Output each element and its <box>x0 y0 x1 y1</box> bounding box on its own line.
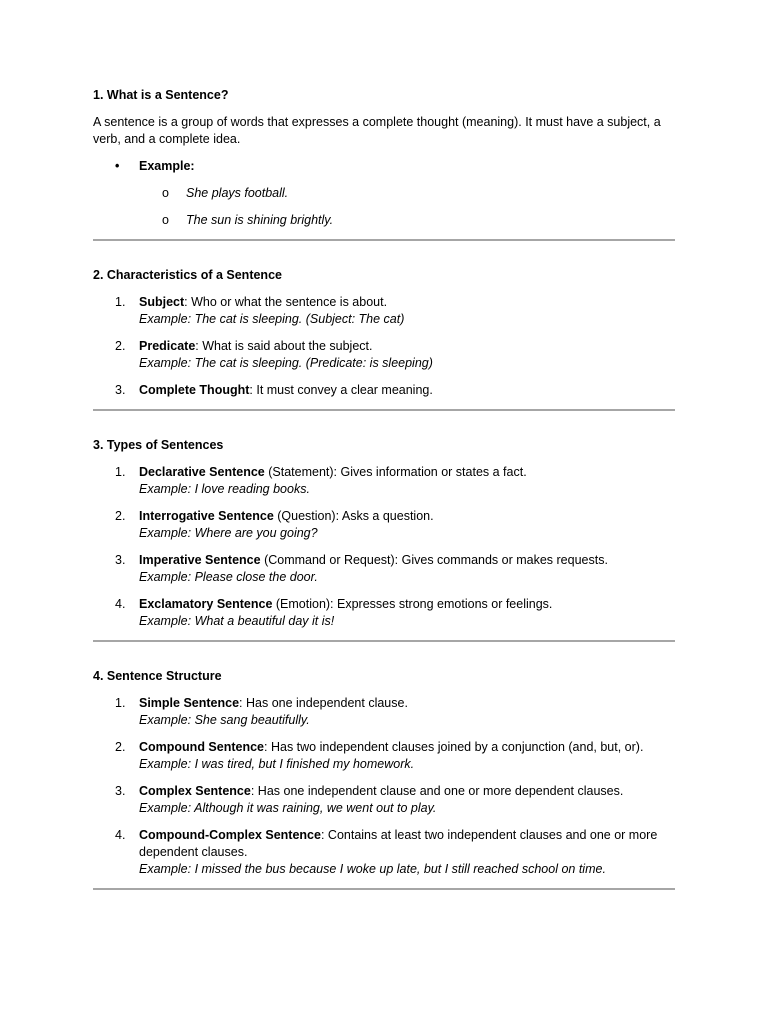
item-term: Imperative Sentence <box>139 553 261 567</box>
list-item <box>93 827 675 878</box>
item-number: 4. <box>115 828 126 842</box>
section-structure <box>93 668 675 878</box>
item-term: Predicate <box>139 339 196 353</box>
horizontal-rule <box>93 888 675 890</box>
list-item <box>93 783 675 817</box>
section-what-is-sentence <box>93 87 675 229</box>
item-example: Example: I missed the bus because I woke up late, but I still reached school on time. <box>139 862 606 876</box>
list-item <box>93 552 675 586</box>
horizontal-rule <box>93 409 675 411</box>
document-content <box>93 87 675 916</box>
bullet-item <box>93 158 675 175</box>
item-example: Example: The cat is sleeping. (Subject: The cat) <box>139 312 405 326</box>
item-term: Subject <box>139 295 185 309</box>
section-heading: 2. Characteristics of a Sentence <box>93 268 282 282</box>
item-example: Example: Where are you going? <box>139 526 318 540</box>
item-description: : It must convey a clear meaning. <box>249 383 433 397</box>
item-number: 1. <box>115 696 126 710</box>
list-item <box>93 464 675 498</box>
item-example: Example: I love reading books. <box>139 482 310 496</box>
bullet-label: Example: <box>139 159 195 173</box>
item-term: Compound-Complex Sentence <box>139 828 321 842</box>
item-description: : What is said about the subject. <box>195 339 373 353</box>
item-description: : Has two independent clauses joined by a conjunction (and, but, or). <box>264 740 644 754</box>
item-term: Declarative Sentence <box>139 465 265 479</box>
sub-bullet-marker: o <box>162 186 169 200</box>
item-example: Example: I was tired, but I finished my homework. <box>139 757 415 771</box>
example-text: She plays football. <box>186 186 289 200</box>
definition-paragraph: A sentence is a group of words that expresses a complete thought (meaning). It must have a subject, a verb, and a complete idea. <box>93 115 661 146</box>
bullet-marker: • <box>115 159 120 173</box>
item-description: : Who or what the sentence is about. <box>184 295 388 309</box>
item-example: Example: Although it was raining, we went out to play. <box>139 801 437 815</box>
section-heading: 1. What is a Sentence? <box>93 88 229 102</box>
example-text: The sun is shining brightly. <box>186 213 334 227</box>
item-number: 2. <box>115 339 126 353</box>
item-description: : Has one independent clause. <box>239 696 408 710</box>
section-types <box>93 437 675 630</box>
item-example: Example: The cat is sleeping. (Predicate: is sleeping) <box>139 356 433 370</box>
example-item <box>93 185 675 202</box>
section-heading: 3. Types of Sentences <box>93 438 224 452</box>
example-item <box>93 212 675 229</box>
item-example: Example: Please close the door. <box>139 570 318 584</box>
item-term: Complex Sentence <box>139 784 251 798</box>
list-item <box>93 739 675 773</box>
item-description: (Statement): Gives information or states a fact. <box>264 465 527 479</box>
section-heading: 4. Sentence Structure <box>93 669 222 683</box>
item-example: Example: What a beautiful day it is! <box>139 614 335 628</box>
list-item <box>93 338 675 372</box>
item-number: 1. <box>115 465 126 479</box>
item-number: 1. <box>115 295 126 309</box>
list-item <box>93 294 675 328</box>
item-number: 2. <box>115 740 126 754</box>
item-number: 3. <box>115 784 126 798</box>
item-example: Example: She sang beautifully. <box>139 713 310 727</box>
item-number: 2. <box>115 509 126 523</box>
list-item <box>93 508 675 542</box>
item-description: (Emotion): Expresses strong emotions or feelings. <box>272 597 553 611</box>
section-characteristics <box>93 267 675 399</box>
item-term: Simple Sentence <box>139 696 240 710</box>
horizontal-rule <box>93 640 675 642</box>
item-term: Compound Sentence <box>139 740 265 754</box>
list-item <box>93 596 675 630</box>
list-item <box>93 695 675 729</box>
item-term: Exclamatory Sentence <box>139 597 273 611</box>
item-description: : Has one independent clause and one or more dependent clauses. <box>250 784 624 798</box>
horizontal-rule <box>93 239 675 241</box>
item-number: 3. <box>115 383 126 397</box>
item-term: Interrogative Sentence <box>139 509 274 523</box>
item-description: : Contains at least two independent clauses and one or more dependent clauses. <box>139 828 658 859</box>
item-description: (Command or Request): Gives commands or makes requests. <box>260 553 608 567</box>
item-term: Complete Thought <box>139 383 250 397</box>
list-item <box>93 382 675 399</box>
item-number: 3. <box>115 553 126 567</box>
item-description: (Question): Asks a question. <box>273 509 434 523</box>
sub-bullet-marker: o <box>162 213 169 227</box>
item-number: 4. <box>115 597 126 611</box>
